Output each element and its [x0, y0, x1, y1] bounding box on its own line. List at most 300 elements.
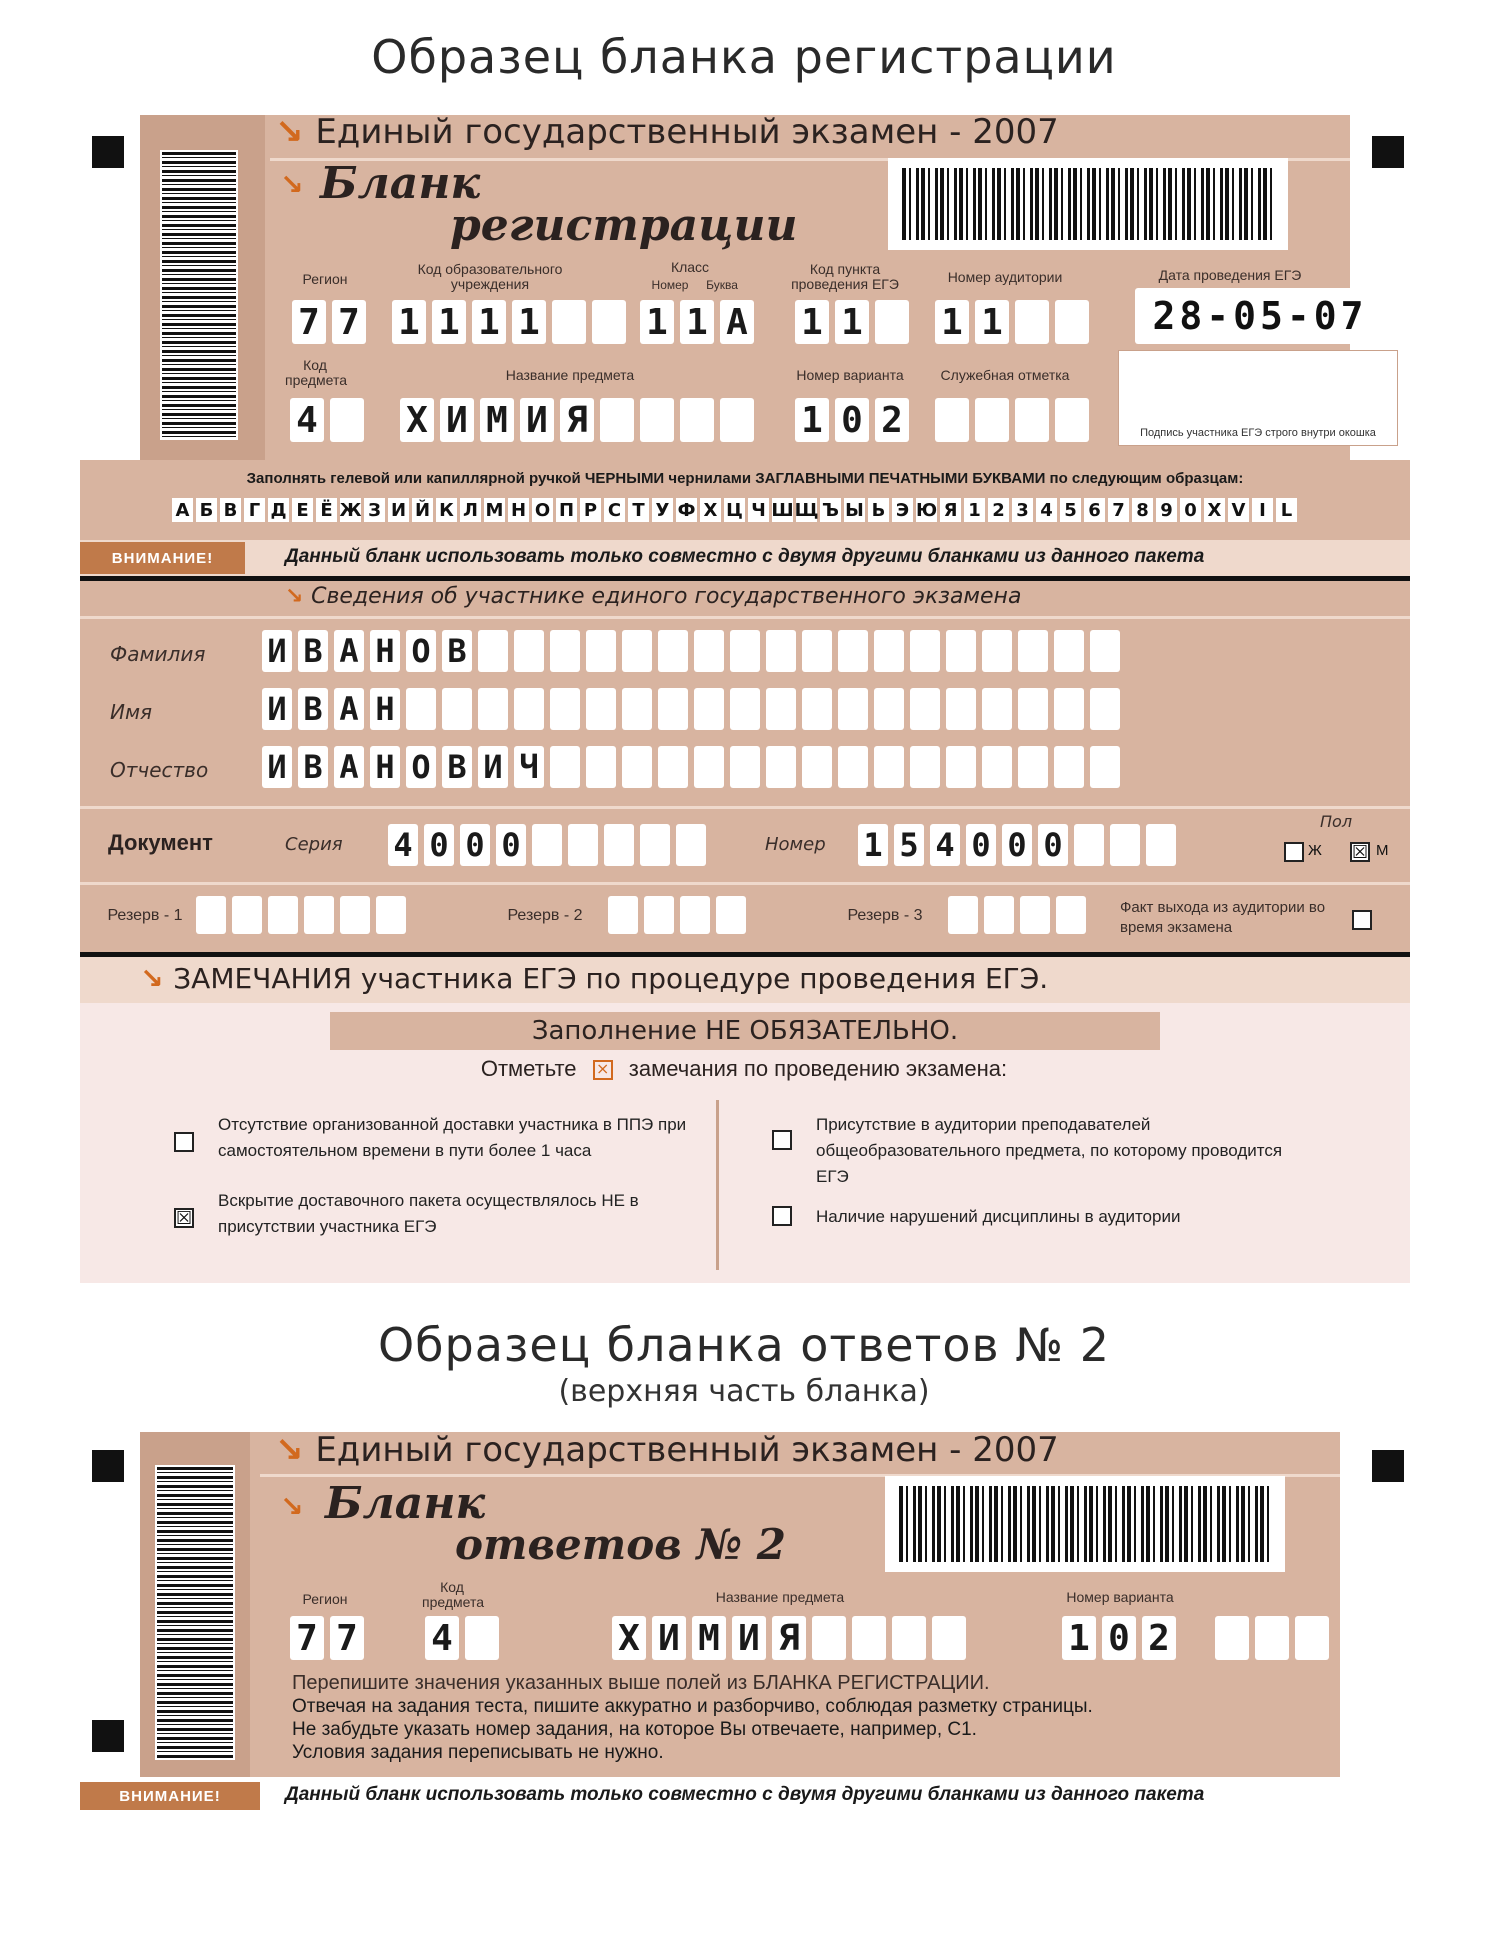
vertical-barcode	[155, 1465, 235, 1760]
reserve3-cell[interactable]	[984, 896, 1014, 934]
school-code-cells	[392, 300, 626, 344]
participant-header: ↘ Сведения об участнике единого государственного экзамена	[285, 584, 1022, 609]
series-label: Серия	[285, 834, 343, 855]
school-code-cell[interactable]: 1	[432, 300, 466, 344]
name-cells	[262, 688, 1120, 730]
divider	[80, 806, 1410, 809]
sample-glyph: 4	[1036, 498, 1057, 522]
form-title-line2: регистрации	[450, 200, 798, 251]
patronymic-cell[interactable]	[982, 746, 1012, 788]
subject-name-cell[interactable]: И	[732, 1616, 766, 1660]
name-cell[interactable]	[1018, 688, 1048, 730]
class-cell[interactable]: 1	[640, 300, 674, 344]
surname-cell[interactable]	[1090, 630, 1120, 672]
patronymic-cell[interactable]	[910, 746, 940, 788]
patronymic-cell[interactable]	[1090, 746, 1120, 788]
remark-checkbox[interactable]: ☒	[175, 1208, 193, 1228]
divider	[80, 616, 1410, 619]
sample-glyph: О	[532, 498, 553, 522]
center-code-cell[interactable]: 1	[795, 300, 829, 344]
patronymic-cell[interactable]: О	[406, 746, 436, 788]
sample-glyph: А	[172, 498, 193, 522]
patronymic-cell[interactable]: Н	[370, 746, 400, 788]
attention-text: Данный бланк использовать только совместно с двумя другими бланками из данного пакета	[285, 546, 1205, 567]
mark-sample-icon: ⨯	[593, 1060, 613, 1080]
class-letter-label: Буква	[706, 278, 738, 292]
corner-marker	[1372, 1450, 1404, 1482]
remark-checkbox[interactable]	[772, 1206, 792, 1226]
auditorium-cells	[935, 300, 1089, 344]
corner-marker	[1372, 136, 1404, 168]
variant-cell[interactable]: 2	[875, 398, 909, 442]
subject-name-cell[interactable]: Х	[400, 398, 434, 442]
sex-female-label: Ж	[1308, 842, 1322, 859]
auditorium-cell[interactable]: 1	[975, 300, 1009, 344]
exit-checkbox[interactable]	[1352, 910, 1372, 930]
name-cell[interactable]	[730, 688, 760, 730]
reserve1-cell[interactable]	[196, 896, 226, 934]
name-cell[interactable]	[694, 688, 724, 730]
answers-instructions	[292, 1672, 1093, 1764]
answers-sample-title: Образец бланка ответов № 2	[377, 1318, 1111, 1372]
subject-code-cells	[290, 398, 364, 442]
name-cell[interactable]	[982, 688, 1012, 730]
surname-cell[interactable]	[658, 630, 688, 672]
reserve3-cells	[948, 896, 1086, 934]
sample-glyph: 2	[988, 498, 1009, 522]
sample-glyph: С	[604, 498, 625, 522]
auditorium-cell[interactable]	[1055, 300, 1089, 344]
surname-cell[interactable]: О	[406, 630, 436, 672]
number-cell[interactable]: 1	[858, 824, 888, 866]
series-cell[interactable]: 0	[496, 824, 526, 866]
horizontal-barcode	[888, 158, 1288, 250]
arrow-icon: ↘	[280, 169, 304, 200]
reserve1-cell[interactable]	[232, 896, 262, 934]
sample-glyph: Ж	[339, 499, 362, 521]
name-cell[interactable]	[406, 688, 436, 730]
variant-cell[interactable]: 0	[1102, 1616, 1136, 1660]
patronymic-cell[interactable]: И	[478, 746, 508, 788]
name-cell[interactable]	[1090, 688, 1120, 730]
patronymic-cell[interactable]: В	[298, 746, 328, 788]
name-cell[interactable]	[802, 688, 832, 730]
number-cell[interactable]: 0	[966, 824, 996, 866]
registration-sample-title: Образец бланка регистрации	[371, 30, 1117, 84]
number-cell[interactable]: 4	[930, 824, 960, 866]
name-cell[interactable]: Н	[370, 688, 400, 730]
exam-header: ↘ Единый государственный экзамен - 2007	[275, 1430, 1059, 1470]
service-mark-cell[interactable]	[975, 398, 1009, 442]
reserve2-cell[interactable]	[644, 896, 674, 934]
auditorium-cell[interactable]: 1	[935, 300, 969, 344]
name-cell[interactable]: В	[298, 688, 328, 730]
sample-glyph: П	[556, 498, 577, 522]
subject-name-cell[interactable]: Х	[612, 1616, 646, 1660]
sample-glyph: Э	[892, 498, 913, 522]
number-cell[interactable]	[1110, 824, 1140, 866]
surname-cell[interactable]	[694, 630, 724, 672]
surname-cell[interactable]: В	[442, 630, 472, 672]
patronymic-cell[interactable]	[622, 746, 652, 788]
surname-cell[interactable]	[478, 630, 508, 672]
school-code-cell[interactable]	[552, 300, 586, 344]
subject-name-label: Название предмета	[505, 367, 635, 383]
variant-cell[interactable]: 0	[835, 398, 869, 442]
surname-cell[interactable]: Н	[370, 630, 400, 672]
patronymic-cell[interactable]	[802, 746, 832, 788]
sample-glyph: 0	[1180, 498, 1201, 522]
surname-cell[interactable]	[1054, 630, 1084, 672]
extra-cells	[1215, 1616, 1329, 1660]
name-label: Имя	[110, 700, 153, 724]
subject-name-cell[interactable]: Я	[772, 1616, 806, 1660]
region-cells	[292, 300, 366, 344]
service-mark-cell[interactable]	[1055, 398, 1089, 442]
reserve3-cell[interactable]	[1020, 896, 1050, 934]
school-code-cell[interactable]: 1	[472, 300, 506, 344]
series-cell[interactable]: 0	[460, 824, 490, 866]
instruction-line: Не забудьте указать номер задания, на которое Вы отвечаете, например, С1.	[292, 1719, 977, 1740]
patronymic-cell[interactable]	[874, 746, 904, 788]
fill-instruction: Заполнять гелевой или капиллярной ручкой ЧЕРНЫМИ чернилами ЗАГЛАВНЫМИ ПЕЧАТНЫМИ БУКВАМИ по следующим образцам:	[246, 470, 1244, 487]
subject-name-cell[interactable]: И	[652, 1616, 686, 1660]
name-cell[interactable]: А	[334, 688, 364, 730]
name-cell[interactable]	[550, 688, 580, 730]
sample-glyph: Ф	[677, 499, 696, 521]
variant-cells	[795, 398, 909, 442]
sample-glyph: 6	[1084, 498, 1105, 522]
subject-name-cell[interactable]: И	[440, 398, 474, 442]
number-cell[interactable]: 0	[1002, 824, 1032, 866]
region-label: Регион	[302, 1591, 348, 1607]
class-cell[interactable]: А	[720, 300, 754, 344]
variant-label: Номер варианта	[1066, 1589, 1174, 1605]
patronymic-cell[interactable]	[694, 746, 724, 788]
patronymic-cell[interactable]	[1018, 746, 1048, 788]
sample-glyph: 7	[1108, 498, 1129, 522]
sample-glyph: И	[388, 498, 409, 522]
reserve3-cell[interactable]	[948, 896, 978, 934]
subject-name-cell[interactable]: М	[692, 1616, 726, 1660]
instruction-line: Отвечая на задания теста, пишите аккуратно и разборчиво, соблюдая разметку страницы.	[292, 1696, 1093, 1717]
school-code-cell[interactable]	[592, 300, 626, 344]
signature-hint: Подпись участника ЕГЭ строго внутри окошка	[1140, 427, 1376, 439]
patronymic-cell[interactable]	[766, 746, 796, 788]
variant-cell[interactable]: 2	[1142, 1616, 1176, 1660]
class-cells	[640, 300, 754, 344]
subject-name-cell[interactable]	[720, 398, 754, 442]
subject-name-cell[interactable]: Я	[560, 398, 594, 442]
subject-code-cell[interactable]	[330, 398, 364, 442]
surname-cell[interactable]	[874, 630, 904, 672]
sex-male-label: М	[1376, 842, 1389, 859]
patronymic-cell[interactable]	[586, 746, 616, 788]
subject-name-cell[interactable]	[932, 1616, 966, 1660]
patronymic-cell[interactable]	[730, 746, 760, 788]
sample-glyph: Ъ	[820, 498, 841, 522]
name-cell[interactable]	[910, 688, 940, 730]
region-cell[interactable]: 7	[290, 1616, 324, 1660]
variant-label: Номер варианта	[796, 367, 904, 383]
remark-checkbox[interactable]	[174, 1132, 194, 1152]
corner-marker	[92, 1720, 124, 1752]
subject-name-label: Название предмета	[715, 1589, 845, 1605]
divider	[716, 1100, 719, 1270]
reserve1-cell[interactable]	[268, 896, 298, 934]
surname-cell[interactable]: И	[262, 630, 292, 672]
name-cell[interactable]	[622, 688, 652, 730]
center-code-cell[interactable]: 1	[835, 300, 869, 344]
surname-cell[interactable]	[730, 630, 760, 672]
sample-glyph: 3	[1012, 498, 1033, 522]
number-cells	[858, 824, 1176, 866]
variant-cell[interactable]: 1	[795, 398, 829, 442]
patronymic-cell[interactable]	[838, 746, 868, 788]
series-cell[interactable]	[604, 824, 634, 866]
mark-instruction: Отметьте ⨯ замечания по проведению экзамена:	[480, 1056, 1008, 1081]
sample-glyph: З	[364, 498, 385, 522]
patronymic-cell[interactable]	[550, 746, 580, 788]
name-cell[interactable]	[514, 688, 544, 730]
sample-glyph: Я	[940, 498, 961, 522]
series-cell[interactable]	[640, 824, 670, 866]
sample-glyph: V	[1228, 498, 1249, 522]
reserve2-cells	[608, 896, 746, 934]
name-cell[interactable]	[1054, 688, 1084, 730]
subject-name-cell[interactable]	[640, 398, 674, 442]
number-cell[interactable]	[1074, 824, 1104, 866]
patronymic-cell[interactable]	[658, 746, 688, 788]
arrow-icon: ↘	[275, 1430, 316, 1470]
sample-glyph: Б	[196, 498, 217, 522]
document-label: Документ	[108, 830, 213, 855]
sample-glyph: 9	[1156, 498, 1177, 522]
attention-text: Данный бланк использовать только совместно с двумя другими бланками из данного пакета	[285, 1784, 1205, 1805]
sample-glyph: 5	[1060, 498, 1081, 522]
horizontal-barcode	[885, 1476, 1285, 1572]
series-cell[interactable]: 0	[424, 824, 454, 866]
region-cells	[290, 1616, 364, 1660]
sample-glyph: 8	[1132, 498, 1153, 522]
subject-name-cell[interactable]: М	[480, 398, 514, 442]
number-label: Номер	[765, 834, 826, 855]
reserve3-cell[interactable]	[1056, 896, 1086, 934]
reserve1-cell[interactable]	[304, 896, 334, 934]
patronymic-cells	[262, 746, 1120, 788]
sex-female-checkbox[interactable]	[1284, 842, 1304, 862]
subject-code-cell[interactable]: 4	[290, 398, 324, 442]
subject-code-cells	[425, 1616, 499, 1660]
surname-cell[interactable]	[838, 630, 868, 672]
sample-glyph: L	[1276, 498, 1297, 522]
sample-glyph: X	[1204, 498, 1225, 522]
series-cell[interactable]	[532, 824, 562, 866]
form-title-line1: Бланк	[320, 158, 481, 209]
reserve2-label: Резерв - 2	[507, 907, 583, 924]
subject-name-cells	[400, 398, 754, 442]
reserve2-cell[interactable]	[716, 896, 746, 934]
surname-cell[interactable]	[802, 630, 832, 672]
reserve1-cell[interactable]	[376, 896, 406, 934]
surname-cell[interactable]	[514, 630, 544, 672]
series-cells	[388, 824, 706, 866]
signature-box[interactable]	[1118, 350, 1398, 446]
name-cell[interactable]	[766, 688, 796, 730]
form-title-line2: ответов № 2	[455, 1520, 786, 1569]
remark-checkbox[interactable]	[772, 1130, 792, 1150]
class-number-label: Номер	[651, 278, 689, 292]
surname-cell[interactable]	[946, 630, 976, 672]
auditorium-label: Номер аудитории	[947, 269, 1063, 285]
sample-glyph: Д	[268, 498, 289, 522]
class-cell[interactable]: 1	[680, 300, 714, 344]
service-mark-cell[interactable]	[935, 398, 969, 442]
sample-glyph: Р	[580, 498, 601, 522]
number-cell[interactable]: 5	[894, 824, 924, 866]
remark-text: Отсутствие организованной доставки участника в ППЭ при самостоятельном времени в пути более 1 часа	[218, 1115, 687, 1160]
sample-glyph: Ы	[845, 499, 864, 521]
attention-label: ВНИМАНИЕ!	[80, 1782, 260, 1810]
exam-date-label: Дата проведения ЕГЭ	[1158, 267, 1302, 283]
surname-cell[interactable]: А	[334, 630, 364, 672]
arrow-icon: ↘	[275, 112, 316, 152]
reserve3-label: Резерв - 3	[847, 907, 923, 924]
service-mark-cell[interactable]	[1015, 398, 1049, 442]
surname-cell[interactable]	[622, 630, 652, 672]
vertical-barcode	[160, 150, 238, 440]
school-code-cell[interactable]: 1	[392, 300, 426, 344]
center-code-cell[interactable]	[875, 300, 909, 344]
sample-glyph: Л	[460, 498, 481, 522]
attention-label: ВНИМАНИЕ!	[80, 542, 245, 574]
series-cell[interactable]	[568, 824, 598, 866]
arrow-icon: ↘	[280, 1491, 304, 1522]
remark-text: Вскрытие доставочного пакета осуществлялось НЕ в присутствии участника ЕГЭ	[218, 1191, 639, 1236]
optional-label: Заполнение НЕ ОБЯЗАТЕЛЬНО.	[330, 1012, 1160, 1050]
instruction-line: Условия задания переписывать не нужно.	[292, 1742, 664, 1763]
class-label: Класс	[670, 259, 710, 275]
service-mark-cells	[935, 398, 1089, 442]
surname-label: Фамилия	[110, 642, 206, 666]
subject-code-cell[interactable]	[465, 1616, 499, 1660]
extra-cell[interactable]	[1255, 1616, 1289, 1660]
corner-marker	[92, 136, 124, 168]
name-cell[interactable]	[478, 688, 508, 730]
sample-glyph: Ц	[724, 498, 745, 522]
name-cell[interactable]	[658, 688, 688, 730]
surname-cell[interactable]: В	[298, 630, 328, 672]
center-code-cells	[795, 300, 909, 344]
patronymic-cell[interactable]: А	[334, 746, 364, 788]
arrow-icon: ↘	[140, 962, 174, 995]
subject-name-cell[interactable]	[892, 1616, 926, 1660]
sample-glyph: К	[436, 498, 457, 522]
patronymic-cell[interactable]: Ч	[514, 746, 544, 788]
arrow-icon: ↘	[285, 584, 312, 609]
sample-glyph: У	[652, 498, 673, 522]
sample-glyph: М	[485, 499, 504, 521]
surname-cell[interactable]	[910, 630, 940, 672]
exam-date-value[interactable]: 28-05-07	[1135, 288, 1385, 344]
sample-glyph: Й	[412, 498, 433, 522]
auditorium-cell[interactable]	[1015, 300, 1049, 344]
sample-glyph: Ё	[316, 498, 337, 522]
region-cell[interactable]: 7	[330, 1616, 364, 1660]
subject-name-cell[interactable]	[680, 398, 714, 442]
series-cell[interactable]	[676, 824, 706, 866]
sex-label: Пол	[1320, 812, 1353, 831]
subject-code-cell[interactable]: 4	[425, 1616, 459, 1660]
reserve1-label: Резерв - 1	[107, 907, 183, 924]
subject-code-label: Код предмета	[422, 1579, 485, 1610]
variant-cells	[1062, 1616, 1176, 1660]
name-cell[interactable]	[874, 688, 904, 730]
name-cell[interactable]	[586, 688, 616, 730]
patronymic-cell[interactable]: И	[262, 746, 292, 788]
name-cell[interactable]: И	[262, 688, 292, 730]
sex-male-checkbox[interactable]: ☒	[1351, 842, 1369, 862]
sample-glyph: Ю	[915, 499, 938, 521]
patronymic-label: Отчество	[110, 758, 209, 782]
name-cell[interactable]	[838, 688, 868, 730]
region-label: Регион	[302, 271, 348, 287]
sample-glyph: В	[220, 498, 241, 522]
answers-sample-subtitle: (верхняя часть бланка)	[558, 1374, 930, 1409]
region-cell[interactable]: 7	[332, 300, 366, 344]
school-code-cell[interactable]: 1	[512, 300, 546, 344]
subject-name-cell[interactable]	[812, 1616, 846, 1660]
surname-cell[interactable]	[1018, 630, 1048, 672]
sample-glyph: I	[1252, 498, 1273, 522]
exit-label: Факт выхода из аудитории во время экзамена	[1120, 899, 1326, 936]
reserve1-cells	[196, 896, 406, 934]
surname-cell[interactable]	[586, 630, 616, 672]
name-cell[interactable]	[442, 688, 472, 730]
subject-name-cell[interactable]	[600, 398, 634, 442]
patronymic-cell[interactable]: В	[442, 746, 472, 788]
subject-name-cell[interactable]: И	[520, 398, 554, 442]
extra-cell[interactable]	[1215, 1616, 1249, 1660]
surname-cell[interactable]	[766, 630, 796, 672]
surname-cell[interactable]	[982, 630, 1012, 672]
center-code-label: Код пункта проведения ЕГЭ	[791, 261, 899, 292]
sample-glyph: Щ	[794, 499, 819, 521]
corner-marker	[92, 1450, 124, 1482]
number-cell[interactable]	[1146, 824, 1176, 866]
patronymic-cell[interactable]	[946, 746, 976, 788]
series-cell[interactable]: 4	[388, 824, 418, 866]
region-cell[interactable]: 7	[292, 300, 326, 344]
name-cell[interactable]	[946, 688, 976, 730]
subject-name-cell[interactable]	[852, 1616, 886, 1660]
instruction-line: Перепишите значения указанных выше полей из БЛАНКА РЕГИСТРАЦИИ.	[292, 1672, 990, 1694]
sample-glyph: 1	[964, 498, 985, 522]
reserve1-cell[interactable]	[340, 896, 370, 934]
patronymic-cell[interactable]	[1054, 746, 1084, 788]
reserve2-cell[interactable]	[680, 896, 710, 934]
extra-cell[interactable]	[1295, 1616, 1329, 1660]
surname-cell[interactable]	[550, 630, 580, 672]
number-cell[interactable]: 0	[1038, 824, 1068, 866]
exam-header: ↘ Единый государственный экзамен - 2007	[275, 112, 1059, 152]
variant-cell[interactable]: 1	[1062, 1616, 1096, 1660]
service-mark-label: Служебная отметка	[940, 367, 1070, 383]
reserve2-cell[interactable]	[608, 896, 638, 934]
sample-glyph: Н	[508, 498, 529, 522]
school-code-label: Код образовательного учреждения	[417, 261, 563, 292]
sample-alphabet	[172, 498, 1297, 522]
